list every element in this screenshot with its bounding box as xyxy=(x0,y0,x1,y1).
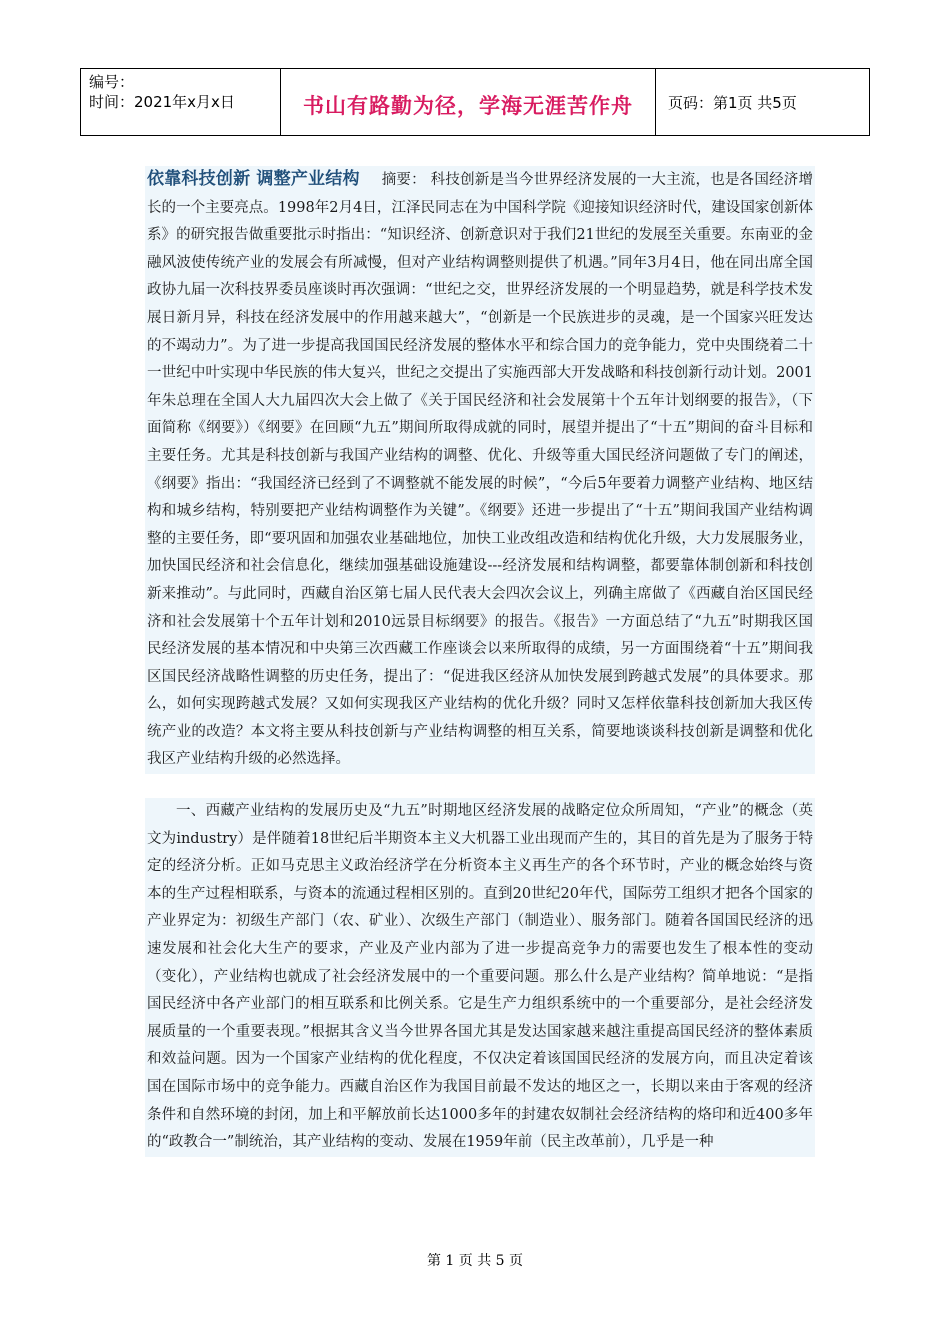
abstract-text: 摘要： 科技创新是当今世界经济发展的一大主流，也是各国经济增长的一个主要亮点。1998年2月4日，江泽民同志在为中国科学院《迎接知识经济时代，建设国家创新体系》的研究报告做重要批示时指出：“知识经济、创新意识对于我们21世纪的发展至关重要。东南亚的金融风波使传统产业的发展会有所减慢，但对产业结构调整则提供了机遇。”同年3月4日，他在同出席全国政协九届一次科技界委员座谈时再次强调：“世纪之交，世界经济发展的一个明显趋势，就是科学技术发展日新月异，科技在经济发展中的作用越来越大”，“创新是一个民族进步的灵魂，是一个国家兴旺发达的不竭动力”。为了进一步提高我国国民经济发展的整体水平和综合国力的竞争能力，党中央围绕着二十一世纪中叶实现中华民族的伟大复兴，世纪之交提出了实施西部大开发战略和科技创新行动计划。2001年朱总理在全国人大九届四次大会上做了《关于国民经济和社会发展第十个五年计划纲要的报告》，（下面简称《纲要》）《纲要》在回顾“九五”期间所取得成就的同时，展望并提出了“十五”期间的奋斗目标和主要任务。尤其是科技创新与我国产业结构的调整、优化、升级等重大国民经济问题做了专门的阐述，《纲要》指出：“我国经济已经到了不调整就不能发展的时候”，“今后5年要着力调整产业结构、地区结构和城乡结构，特别要把产业结构调整作为关键”。《纲要》还进一步提出了“十五”期间我国产业结构调整的主要任务，即“要巩固和加强农业基础地位，加快工业改组改造和结构优化升级，大力发展服务业，加快国民经济和社会信息化，继续加强基础设施建设---经济发展和结构调整，都要靠体制创新和科技创新来推动”。与此同时，西藏自治区第七届人民代表大会四次会议上，列确主席做了《西藏自治区国民经济和社会发展第十个五年计划和2010远景目标纲要》的报告。《报告》一方面总结了“九五”时期我区国民经济发展的基本情况和中央第三次西藏工作座谈会以来所取得的成绩，另一方面围绕着“十五”期间我区国民经济战略性调整的历史任务，提出了：“促进我区经济从加快发展到跨越式发展”的具体要求。那么，如何实现跨越式发展？又如何实现我区产业结构的优化升级？同时又怎样依靠科技创新加大我区传统产业的改造？本文将主要从科技创新与产业结构调整的相互关系，简要地谈谈科技创新是调整和优化我区产业结构升级的必然选择。 xyxy=(147,172,814,768)
section-one-paragraph: 一、西藏产业结构的发展历史及“九五”时期地区经济发展的战略定位众所周知，“产业”的概念（英文为industry）是伴随着18世纪后半期资本主义大机器工业出现而产生的，其目的首先是为了服务于特定的经济分析。正如马克思主义政治经济学在分析资本主义再生产的各个环节时，产业的概念始终与资本的生产过程相联系，与资本的流通过程相区别的。直到20世纪20年代，国际劳工组织才把各个国家的产业界定为：初级生产部门（农、矿业）、次级生产部门（制造业）、服务部门。随着各国国民经济的迅速发展和社会化大生产的要求，产业及产业内部为了进一步提高竞争力的需要也发生了根本性的变动（变化），产业结构也就成了社会经济发展中的一个重要问题。那么什么是产业结构？简单地说：“是指国民经济中各产业部门的相互联系和比例关系。它是生产力组织系统中的一个重要部分，是社会经济发展质量的一个重要表现。”根据其含义当今世界各国尤其是发达国家越来越注重提高国民经济的整体素质和效益问题。因为一个国家产业结构的优化程度，不仅决定着该国国民经济的发展方向，而且决定着该国在国际市场中的竞争能力。西藏自治区作为我国目前最不发达的地区之一，长期以来由于客观的经济条件和自然环境的封闭，加上和平解放前长达1000多年的封建农奴制社会经济结构的烙印和近400多年的“政教合一”制统治，其产业结构的变动、发展在1959年前（民主改革前），几乎是一种 xyxy=(145,798,815,1157)
header-page-info xyxy=(656,69,869,135)
document-header xyxy=(80,68,870,136)
date-label: 时间：2021年x月x日 xyxy=(89,93,235,111)
motto-text: 书山有路勤为径，学海无涯苦作舟 xyxy=(303,94,633,118)
serial-label: 编号： xyxy=(89,73,135,91)
article-body xyxy=(145,166,815,1157)
abstract-paragraph xyxy=(145,166,815,774)
page-info-text: 页码：第1页 共5页 xyxy=(668,93,797,112)
article-title: 依靠科技创新 调整产业结构 xyxy=(147,169,360,189)
header-motto xyxy=(281,69,656,135)
paragraph-gap xyxy=(145,774,815,798)
header-meta xyxy=(81,69,281,135)
page-footer: 第 1 页 共 5 页 xyxy=(426,1253,524,1269)
